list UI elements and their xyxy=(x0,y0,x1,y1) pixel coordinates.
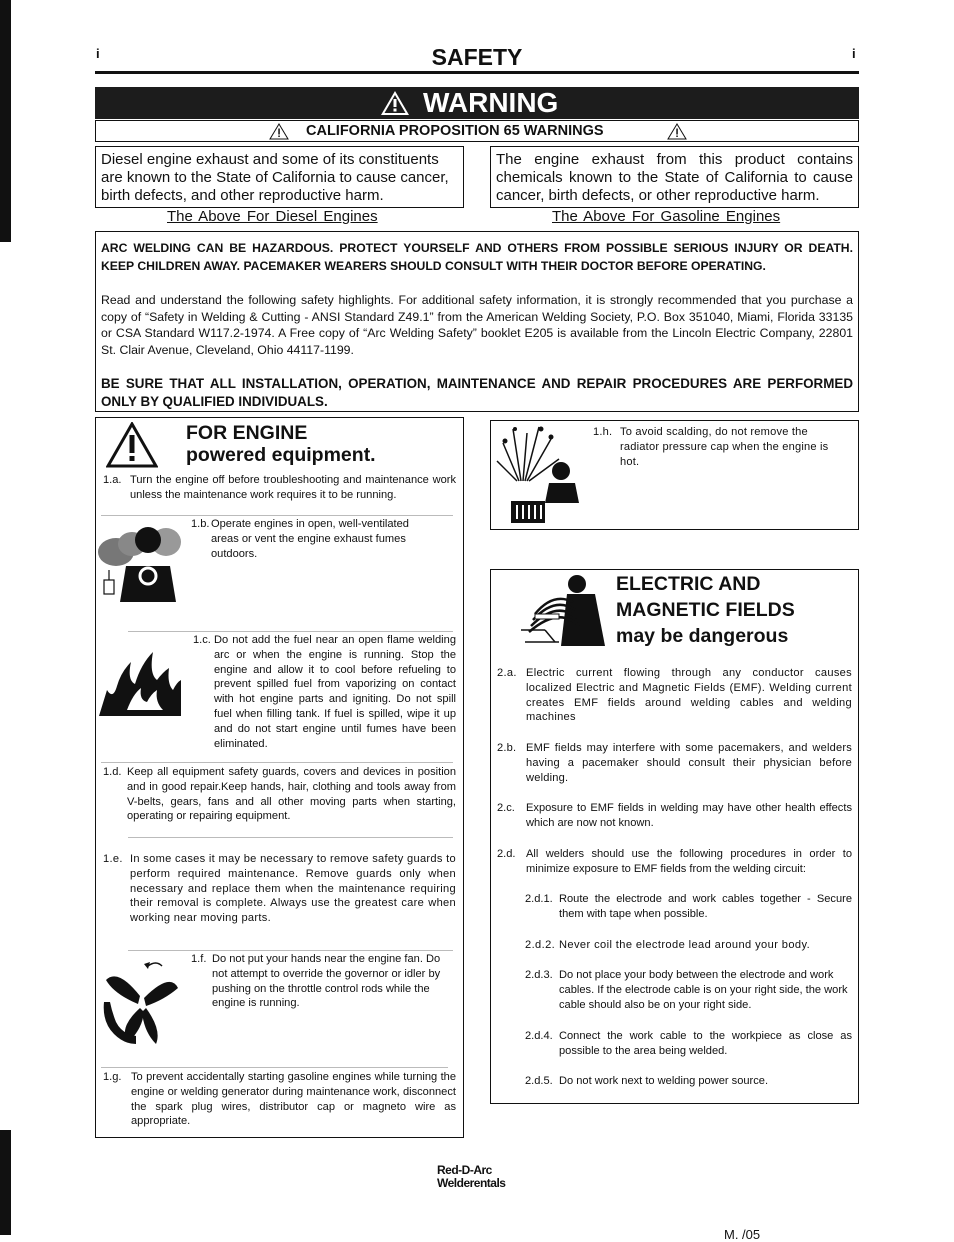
edge-bar-bottom xyxy=(0,1130,11,1235)
engine-heading-line2: powered equipment. xyxy=(186,444,376,466)
warning-title: WARNING xyxy=(423,87,559,118)
red-d-arc-logo: Red-D-Arc Welderentals xyxy=(437,1163,506,1190)
list-item: 2.d.3. Do not place your body between the electrode and work cables. If the electrode cable is on your right side, the work cable should also be on your right side. xyxy=(525,969,848,1011)
footer-cut-text: M. /05 xyxy=(724,1227,761,1242)
list-item: 1.g. To prevent accidentally starting gasoline engines while turning the engine or welding generator during maintenance work, disconnect the spark plug wires, distributor cap or magneto wire as appropriate. xyxy=(103,1071,456,1128)
arc-welding-notice xyxy=(95,231,859,412)
page-number-right: i xyxy=(852,46,856,61)
warning-banner xyxy=(95,87,859,119)
warning-triangle-icon xyxy=(269,123,289,140)
divider xyxy=(128,631,453,632)
list-item: 1.h. To avoid scalding, do not remove the radiator pressure cap when the engine is hot. xyxy=(593,426,829,468)
emf-section xyxy=(490,569,859,1104)
list-item: 2.d.5. Do not work next to welding power source. xyxy=(525,1075,769,1087)
prop65-gasoline-box xyxy=(490,146,859,208)
list-item: 2.c. Exposure to EMF fields in welding may have other health effects which are now not known. xyxy=(497,802,852,829)
list-item: 2.d.1. Route the electrode and work cables together - Secure them with tape when possible. xyxy=(525,893,852,920)
prop65-diesel-box xyxy=(95,146,464,208)
divider xyxy=(128,837,453,838)
divider xyxy=(101,1067,448,1068)
fire-icon xyxy=(97,650,183,718)
header-rule xyxy=(95,71,859,74)
radiator-warning-box xyxy=(490,420,859,530)
list-item: 2.b. EMF fields may interfere with some pacemakers, and welders having a pacemaker should consult their physician before welding. xyxy=(497,742,852,784)
warning-triangle-icon xyxy=(106,422,158,468)
arc-safety-reading: Read and understand the following safety highlights. For additional safety information, it is strongly recommended that you purchase a copy of “Safety in Welding & Cutting - ANSI Standard Z49.1” from the American Welding Society, P.O. Box 351040, Miami, Florida 33135 or CSA Standard W117.2-1974. A Free copy of “Arc Welding Safety” booklet E205 is available from the Lincoln Electric Company, 22801 St. Clair Avenue, Cleveland, Ohio 44117-1199. xyxy=(101,293,853,357)
engine-section xyxy=(95,417,464,1138)
steam-scalding-icon xyxy=(493,423,583,527)
page-title: SAFETY xyxy=(431,44,523,70)
gasoline-caption: The Above For Gasoline Engines xyxy=(552,208,781,225)
list-item: 1.a. Turn the engine off before troubleshooting and maintenance work unless the maintenance work requires it to be running. xyxy=(103,474,456,501)
divider xyxy=(101,515,453,516)
list-item: 2.d.4. Connect the work cable to the workpiece as close as possible to the area being welded. xyxy=(525,1030,852,1057)
emf-heading-line3: may be dangerous xyxy=(616,625,789,647)
edge-bar-top xyxy=(0,0,11,242)
exhaust-fumes-icon xyxy=(96,522,184,604)
arc-hazard-statement: ARC WELDING CAN BE HAZARDOUS. PROTECT YOURSELF AND OTHERS FROM POSSIBLE SERIOUS INJURY OR DEATH. KEEP CHILDREN AWAY. PACEMAKER WEARERS SHOULD CONSULT WITH THEIR DOCTOR BEFORE OPERATING. xyxy=(101,241,853,273)
prop65-gasoline-text: The engine exhaust from this product contains chemicals known to the State of California to cause cancer, birth defects, or other reproductive harm. xyxy=(496,151,853,204)
prop65-heading-box xyxy=(95,120,859,142)
list-item: 1.c. Do not add the fuel near an open flame welding arc or when the engine is running. Stop the engine and allow it to cool before refueling to prevent spilled fuel from vaporizing on contact with hot engine parts and igniting. Do not spill fuel when filling tank. If fuel is spilled, wipe it up and do not start engine until fumes have been eliminated. xyxy=(193,634,456,750)
warning-triangle-icon xyxy=(380,90,410,116)
prop65-heading: CALIFORNIA PROPOSITION 65 WARNINGS xyxy=(306,123,604,139)
list-item: 2.a. Electric current flowing through any conductor causes localized Electric and Magnetic Fields (EMF). Welding current creates EMF fields around welding cables and welding machines xyxy=(497,667,852,724)
engine-heading-line1: FOR ENGINE xyxy=(186,422,308,444)
hand-fan-icon xyxy=(100,958,182,1048)
list-item: 1.b. Operate engines in open, well-ventilated areas or vent the engine exhaust fumes outdoors. xyxy=(191,518,409,560)
emf-heading-line2: MAGNETIC FIELDS xyxy=(616,599,795,621)
list-item: 2.d. All welders should use the following procedures in order to minimize exposure to EMF fields from the welding circuit: xyxy=(497,848,852,875)
emf-welder-icon xyxy=(515,572,607,648)
emf-heading-line1: ELECTRIC AND xyxy=(616,573,761,595)
list-item: 1.d. Keep all equipment safety guards, covers and devices in position and in good repair.Keep hands, hair, clothing and tools away from V-belts, gears, fans and all other moving parts when starting, operating or repairing equipment. xyxy=(103,766,456,823)
list-item: 1.f. Do not put your hands near the engine fan. Do not attempt to override the governor or idler by pushing on the throttle control rods while the engine is running. xyxy=(191,953,441,1010)
prop65-diesel-text: Diesel engine exhaust and some of its constituents are known to the State of California to cause cancer, birth defects, and other reproductive harm. xyxy=(101,151,449,204)
list-item: 2.d.2. Never coil the electrode lead around your body. xyxy=(525,939,811,951)
qualified-individuals-statement: BE SURE THAT ALL INSTALLATION, OPERATION, MAINTENANCE AND REPAIR PROCEDURES ARE PERFORMED ONLY BY QUALIFIED INDIVIDUALS. xyxy=(101,376,853,410)
list-item: 1.e. In some cases it may be necessary to remove safety guards to perform required maintenance. Remove guards only when necessary and replace them when the maintenance requiring their removal is complete. Always use the greatest care when working near moving parts. xyxy=(103,853,456,925)
divider xyxy=(101,762,453,763)
diesel-caption: The Above For Diesel Engines xyxy=(167,208,378,225)
warning-triangle-icon xyxy=(667,123,687,140)
divider xyxy=(128,950,453,951)
page-number-left: i xyxy=(96,46,100,61)
